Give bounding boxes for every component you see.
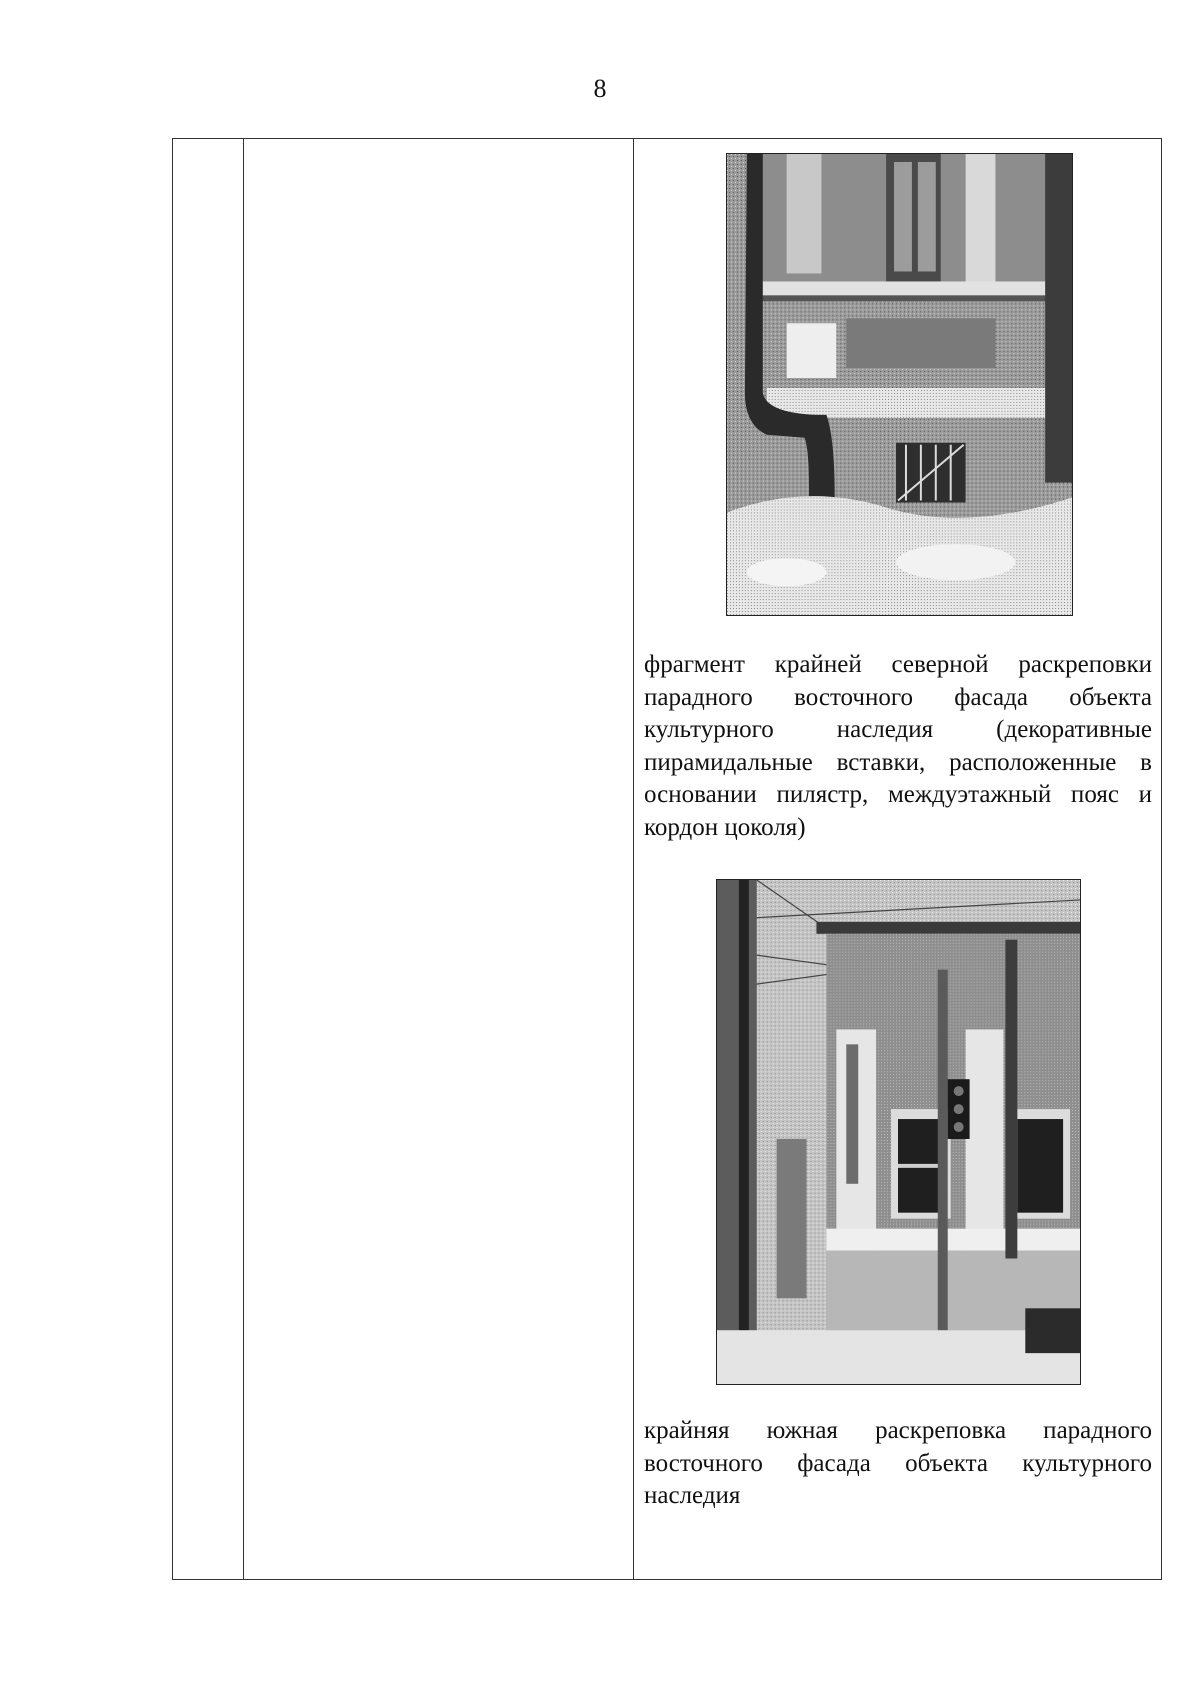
heritage-table [172,138,1162,1580]
facade-fragment-photo [726,153,1073,616]
facade-fragment-photo-image [727,154,1072,615]
table-cell-photos [634,139,1163,1579]
table-cell-number [173,139,243,1579]
table-cell-description [244,139,633,1579]
photo-1-caption: фрагмент крайней северной раскреповки парадного восточного фасада объекта культурного наследия (декоративные пирамидальные вставки, расположенные в основании пилястр, междуэтажный пояс и кордон цоколя) [644,651,1152,841]
facade-corner-photo [716,879,1081,1385]
page-number: 8 [593,74,607,103]
photo-2-caption: крайняя южная раскреповка парадного восточного фасада объекта культурного наследия [644,1417,1152,1509]
facade-corner-photo-image [717,880,1080,1384]
